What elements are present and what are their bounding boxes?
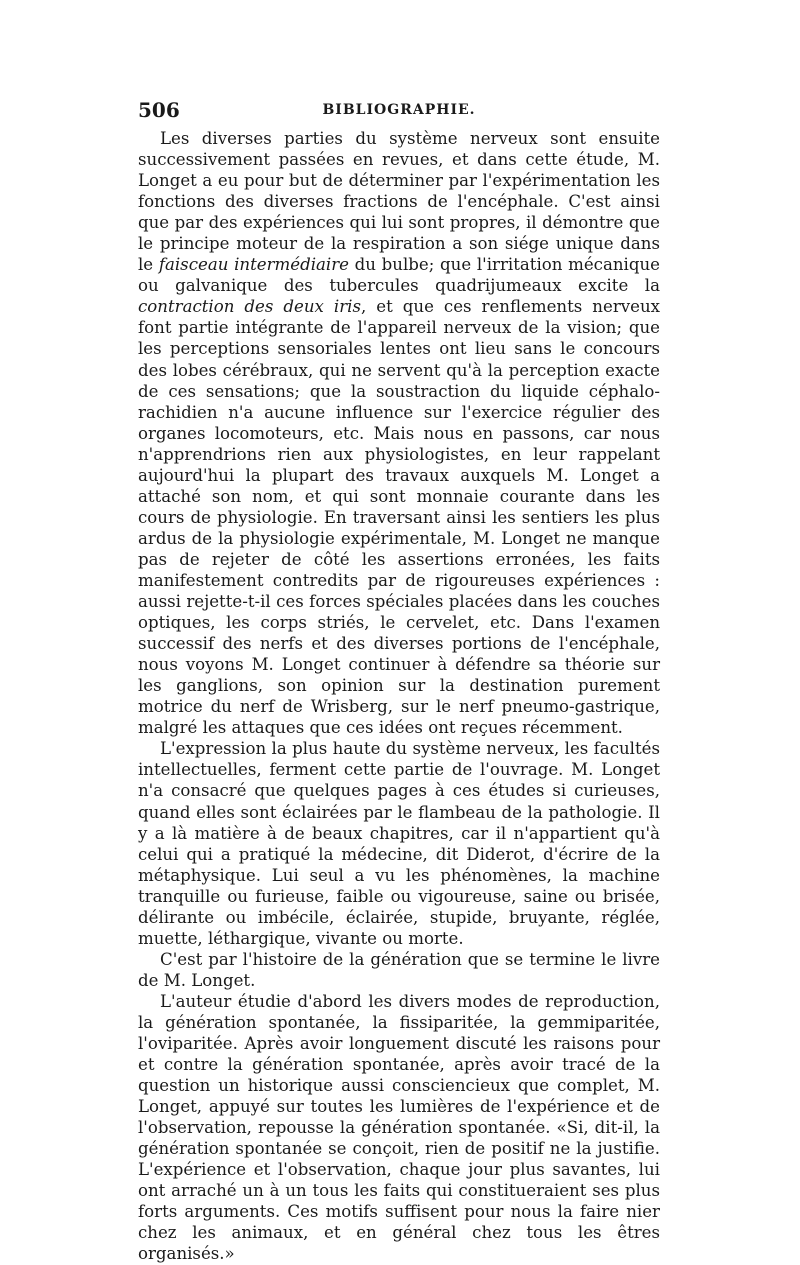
paragraph-intellectual-faculties: L'expression la plus haute du système nerveux, les facultés intellectuelles, ferment cette partie de l'ouvrage. M. Longet n'a consacré que quelques pages à ces études si curieuses, quand elles sont éclairées par le flambeau de la pathologie. Il y a là matière à de beaux chapitres, car il n'appartient qu'à celui qui a pratiqué la médecine, dit Diderot, d'écrire de la métaphysique. Lui seul a vu les phénomènes, la machine tranquille ou furieuse, faible ou vigoureuse, saine ou brisée, délirante ou imbécile, éclairée, stupide, bruyante, réglée, muette, léthargique, vivante ou morte. — [138, 739, 660, 948]
book-page — [138, 98, 660, 1265]
paragraph-text: du bulbe; que l'irritation mécanique ou galvanique des tubercules quadrijumeaux excite la — [138, 255, 660, 296]
italic-term: contraction des deux iris — [138, 297, 361, 317]
paragraph-text: Les diverses parties du système nerveux sont ensuite successivement passées en revues, et dans cette étude, M. Longet a eu pour but de déterminer par l'expérimentation les fonctions des diverses fractions de l'encéphale. C'est ainsi que par des expériences qui lui sont propres, il démontre que le principe moteur de la respiration a son siége unique dans le — [138, 129, 660, 275]
body-text — [138, 128, 660, 1265]
italic-term: faisceau intermédiaire — [158, 255, 349, 275]
page-number: 506 — [138, 98, 180, 122]
running-head: BIBLIOGRAPHIE. — [322, 102, 476, 118]
paragraph-spontaneous-generation: L'auteur étudie d'abord les divers modes de reproduction, la génération spontanée, la fissiparitée, la gemmiparitée, l'oviparitée. Après avoir longuement discuté les raisons pour et contre la génération spontanée, après avoir tracé de la question un historique aussi consciencieux que complet, M. Longet, appuyé sur toutes les lumières de l'expérience et de l'observation, repousse la génération spontanée. «Si, dit-il, la génération spontanée se conçoit, rien de positif ne la justifie. L'expérience et l'observation, chaque jour plus savantes, lui ont arraché un à un tous les faits qui constitueraient ses plus forts arguments. Ces motifs suffisent pour nous la faire nier chez les animaux, et en général chez tous les êtres organisés.» — [138, 991, 660, 1264]
paragraph-nervous-system — [138, 128, 660, 738]
paragraph-text: , et que ces renflements nerveux font partie intégrante de l'appareil nerveux de la vision; que les perceptions sensoriales lentes ont lieu sans le concours des lobes cérébraux, qui ne servent qu'à la perception exacte de ces sensations; que la soustraction du liquide céphalo-rachidien n'a aucune influence sur l'exercice régulier des organes locomoteurs, etc. Mais nous en passons, car nous n'apprendrions rien aux physiologistes, en leur rappelant aujourd'hui la plupart des travaux auxquels M. Longet a attaché son nom, et qui sont monnaie courante dans les cours de physiologie. En traversant ainsi les sentiers les plus ardus de la physiologie expérimentale, M. Longet ne manque pas de rejeter de côté les assertions erronées, les faits manifestement contredits par de rigoureuses expériences : aussi rejette-t-il ces forces spéciales placées dans les couches optiques, les corps striés, le cervelet, etc. Dans l'examen successif des nerfs et des diverses portions de l'encéphale, nous voyons M. Longet continuer à défendre sa théorie sur les ganglions, son opinion sur la destination purement motrice du nerf de Wrisberg, sur le nerf pneumo-gastrique, malgré les attaques que ces idées ont reçues récemment. — [138, 297, 660, 738]
page-header — [138, 98, 660, 126]
paragraph-generation-intro: C'est par l'histoire de la génération que se termine le livre de M. Longet. — [138, 949, 660, 990]
